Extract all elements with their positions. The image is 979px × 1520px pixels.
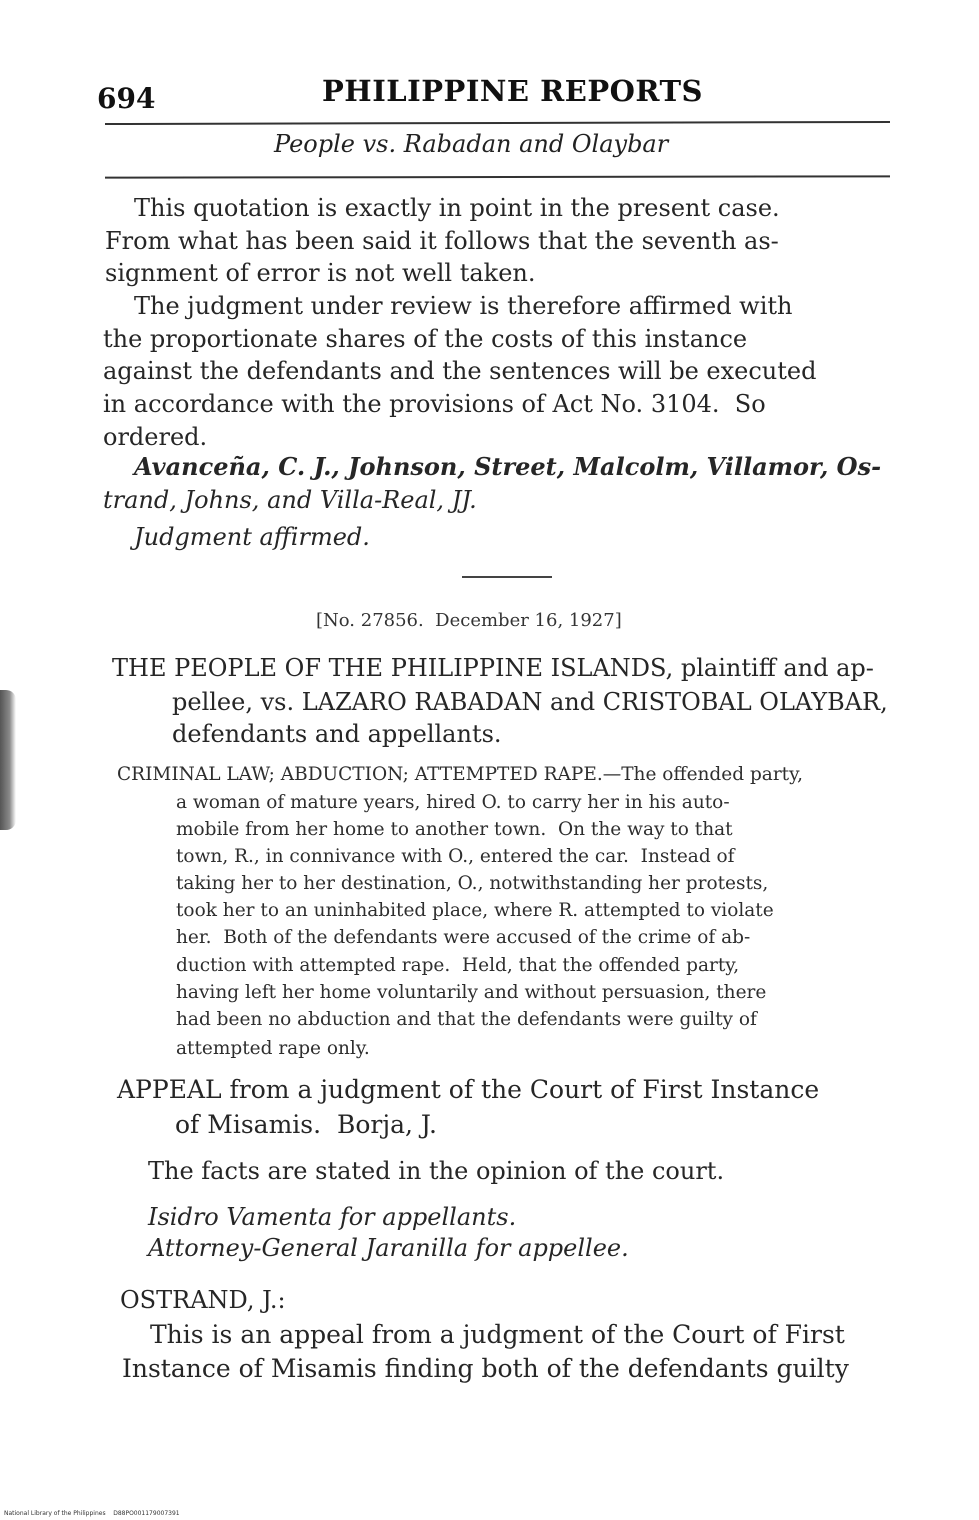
closing-p1-line: signment of error is not well taken.: [105, 259, 536, 287]
syllabus-line: a woman of mature years, hired O. to carry her in his auto-: [176, 792, 730, 813]
case-title: People vs. Rabadan and Olaybar: [274, 130, 669, 158]
closing-p1-line: This quotation is exactly in point in the present case.: [134, 194, 780, 222]
closing-p2-line: in accordance with the provisions of Act No. 3104. So: [103, 390, 766, 418]
opinion-line: This is an appeal from a judgment of the Court of First: [150, 1320, 845, 1349]
concurrence-line: Avanceña, C. J., Johnson, Street, Malcolm, Villamor, Os-: [134, 452, 882, 481]
closing-p2-line: ordered.: [103, 423, 208, 451]
opinion-author: OSTRAND, J.:: [120, 1286, 286, 1314]
closing-p2-line: against the defendants and the sentences will be executed: [103, 357, 817, 385]
syllabus-line: having left her home voluntarily and without persuasion, there: [176, 982, 767, 1003]
syllabus-line: mobile from her home to another town. On the way to that: [176, 819, 733, 840]
binding-shadow: [0, 690, 16, 830]
facts-line: The facts are stated in the opinion of the court.: [148, 1157, 725, 1185]
opinion-line: Instance of Misamis finding both of the defendants guilty: [122, 1354, 849, 1383]
concurrence-line: trand, Johns, and Villa-Real, JJ.: [103, 486, 477, 514]
syllabus-line: had been no abduction and that the defendants were guilty of: [176, 1009, 757, 1030]
scan-footer: National Library of the Philippines D88PO001179007391: [4, 1510, 180, 1517]
appeal-line: of Misamis. Borja, J.: [175, 1110, 437, 1139]
syllabus-line: took her to an uninhabited place, where R. attempted to violate: [176, 900, 774, 921]
docket-line: [No. 27856. December 16, 1927]: [316, 610, 622, 631]
page-number: 694: [97, 82, 156, 115]
parties-line: defendants and appellants.: [172, 720, 502, 748]
syllabus-line: attempted rape only.: [176, 1038, 370, 1059]
header-rule-top: [105, 121, 890, 125]
syllabus-line: duction with attempted rape. Held, that the offended party,: [176, 955, 740, 976]
disposition: Judgment affirmed.: [134, 523, 370, 551]
syllabus-line: CRIMINAL LAW; ABDUCTION; ATTEMPTED RAPE.—The offended party,: [117, 764, 803, 785]
closing-p1-line: From what has been said it follows that the seventh as-: [105, 227, 779, 255]
parties-line: pellee, vs. LAZARO RABADAN and CRISTOBAL OLAYBAR,: [172, 688, 888, 716]
closing-p2-line: The judgment under review is therefore affirmed with: [134, 292, 793, 320]
closing-p2-line: the proportionate shares of the costs of this instance: [103, 325, 748, 353]
syllabus-line: her. Both of the defendants were accused of the crime of ab-: [176, 927, 751, 948]
parties-line: THE PEOPLE OF THE PHILIPPINE ISLANDS, plaintiff and ap-: [112, 654, 874, 682]
syllabus-line: taking her to her destination, O., notwithstanding her protests,: [176, 873, 769, 894]
running-head: PHILIPPINE REPORTS: [322, 74, 704, 108]
header-rule-bottom: [105, 175, 890, 178]
counsel-line: Attorney-General Jaranilla for appellee.: [148, 1234, 629, 1262]
syllabus-line: town, R., in connivance with O., entered the car. Instead of: [176, 846, 735, 867]
case-separator: [462, 576, 552, 578]
counsel-line: Isidro Vamenta for appellants.: [148, 1203, 517, 1231]
appeal-line: APPEAL from a judgment of the Court of First Instance: [117, 1075, 820, 1104]
